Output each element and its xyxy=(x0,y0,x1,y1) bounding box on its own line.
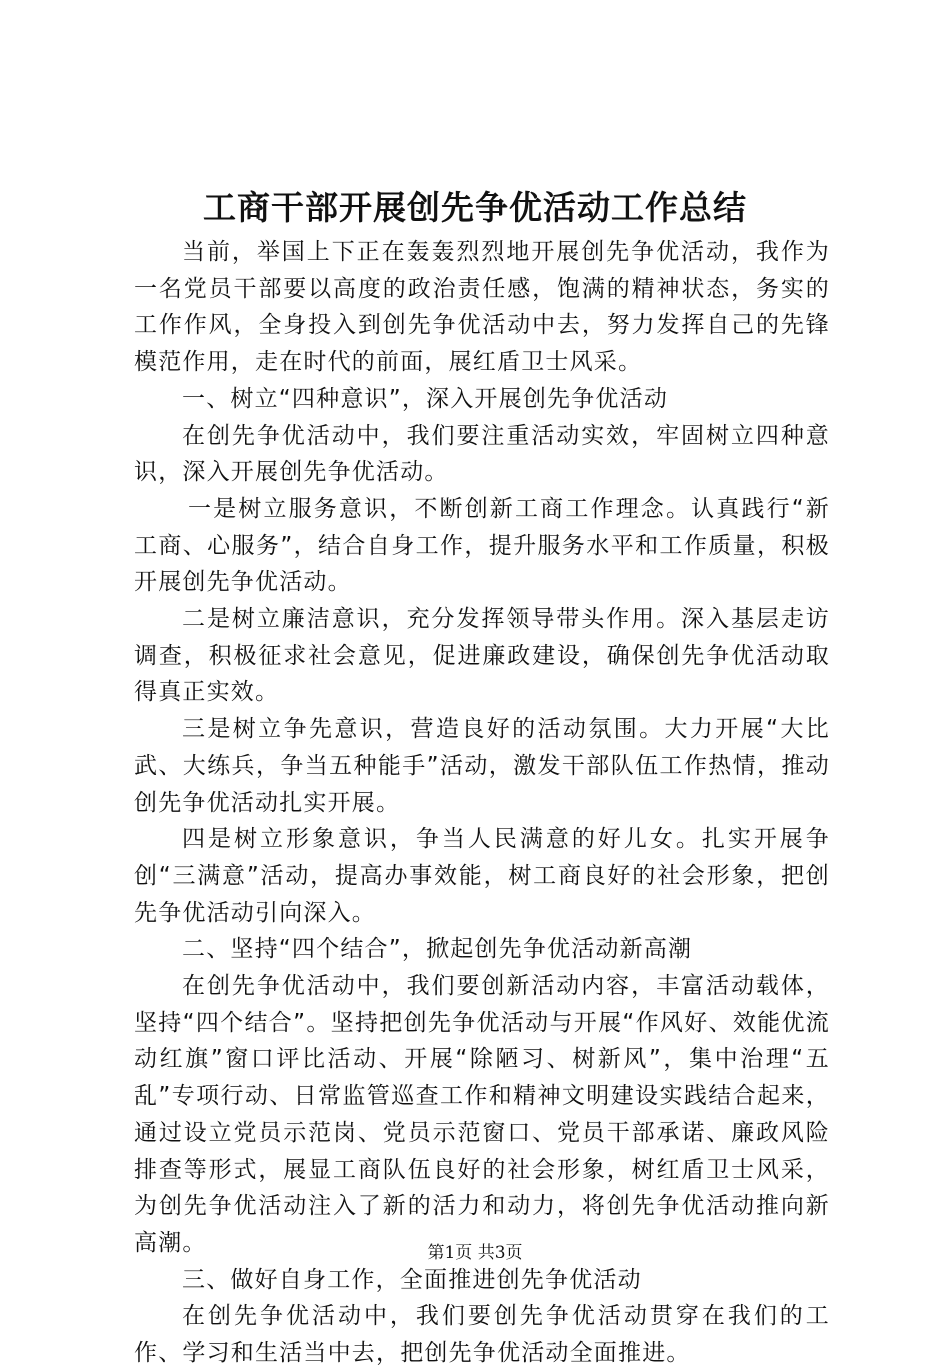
service-awareness-paragraph: 一是树立服务意识，不断创新工商工作理念。认真践行“新工商、心服务”，结合自身工作，提升服务水平和工作质量，积极开展创先争优活动。 xyxy=(134,495,830,596)
excellence-awareness-paragraph: 三是树立争先意识，营造良好的活动氛围。大力开展“大比武、大练兵，争当五种能手”活动，激发干部队伍工作热情，推动创先争优活动扎实开展。 xyxy=(134,716,830,816)
image-awareness-paragraph: 四是树立形象意识，争当人民满意的好儿女。扎实开展争创“三满意”活动，提高办事效能，树工商良好的社会形象，把创先争优活动引向深入。 xyxy=(134,826,830,926)
section-heading-1: 一、树立“四种意识”，深入开展创先争优活动 xyxy=(182,385,669,412)
integrity-awareness-paragraph: 二是树立廉洁意识，充分发挥领导带头作用。深入基层走访调查，积极征求社会意见，促进廉政建设，确保创先争优活动取得真正实效。 xyxy=(134,606,830,706)
section-heading-2: 二、坚持“四个结合”，掀起创先争优活动新高潮 xyxy=(182,936,693,963)
section-1-paragraph: 在创先争优活动中，我们要注重活动实效，牢固树立四种意识，深入开展创先争优活动。 xyxy=(134,422,830,486)
intro-paragraph: 当前，举国上下正在轰轰烈烈地开展创先争优活动，我作为一名党员干部要以高度的政治责任感，饱满的精神状态，务实的工作作风，全身投入到创先争优活动中去，努力发挥自己的先锋模范作用，走在时代的前面，展红盾卫士风采。 xyxy=(134,239,830,376)
section-2-paragraph: 在创先争优活动中，我们要创新活动内容，丰富活动载体，坚持“四个结合”。坚持把创先争优活动与开展“作风好、效能优流动红旗”窗口评比活动、开展“除陋习、树新风”，集中治理“五乱”专项行动、日常监管巡查工作和精神文明建设实践结合起来，通过设立党员示范岗、党员示范窗口、党员干部承诺、廉政风险排查等形式，展显工商队伍良好的社会形象，树红盾卫士风采，为创先争优活动注入了新的活力和动力，将创先争优活动推向新高潮。 xyxy=(134,973,830,1256)
document-title: 工商干部开展创先争优活动工作总结 xyxy=(203,188,747,227)
document-body xyxy=(134,234,830,1372)
section-3-paragraph: 在创先争优活动中，我们要创先争优活动贯穿在我们的工作、学习和生活当中去，把创先争优活动全面推进。 xyxy=(134,1303,830,1367)
section-heading-3: 三、做好自身工作，全面推进创先争优活动 xyxy=(182,1266,642,1293)
page-number-footer: 第1页 共3页 xyxy=(427,1243,523,1263)
